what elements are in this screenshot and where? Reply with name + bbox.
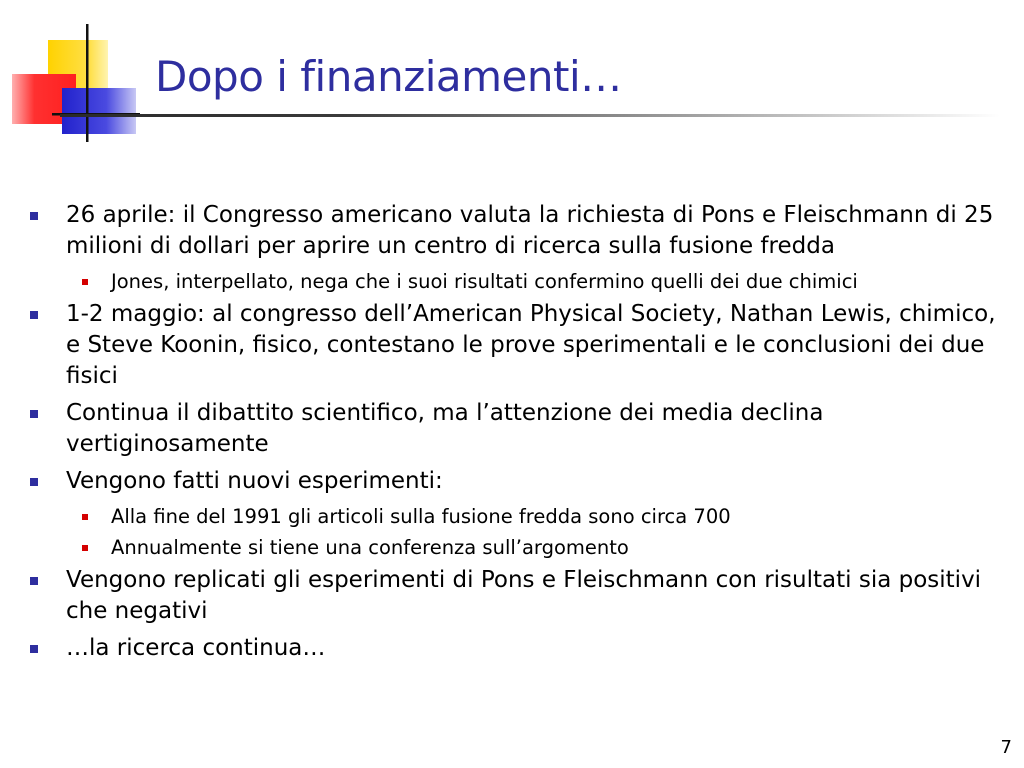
list-item-text: Annualmente si tiene una conferenza sull’argomento (111, 536, 629, 559)
list-item (0, 200, 1024, 262)
list-item (0, 633, 1024, 664)
bullet-square-icon (30, 577, 38, 585)
sub-list-item (0, 503, 1024, 530)
list-item-text: …la ricerca continua… (66, 635, 326, 661)
list-item-text: Vengono fatti nuovi esperimenti: (66, 468, 443, 494)
sub-list-item (0, 534, 1024, 561)
bullet-square-icon (30, 478, 38, 486)
list-item-text: Continua il dibattito scientifico, ma l’attenzione dei media declina vertiginosamente (66, 400, 824, 457)
page-number: 7 (1000, 737, 1012, 758)
list-item (0, 398, 1024, 460)
decorative-squares-logo (0, 0, 140, 150)
list-item-text: 26 aprile: il Congresso americano valuta la richiesta di Pons e Fleischmann di 25 milioni di dollari per aprire un centro di ricerca sulla fusione fredda (66, 202, 994, 259)
slide-title: Dopo i finanziamenti… (155, 52, 622, 101)
list-item (0, 466, 1024, 497)
vertical-line (86, 24, 89, 142)
bullet-square-icon (82, 545, 88, 551)
list-item-text: Jones, interpellato, nega che i suoi risultati confermino quelli dei due chimici (111, 270, 858, 293)
bullet-square-icon (30, 645, 38, 653)
bullet-square-icon (30, 212, 38, 220)
list-item (0, 299, 1024, 392)
list-item (0, 565, 1024, 627)
sub-list-item (0, 268, 1024, 295)
bullet-square-icon (82, 514, 88, 520)
list-item-text: 1-2 maggio: al congresso dell’American Physical Society, Nathan Lewis, chimico, e Steve Koonin, fisico, contestano le prove sperimentali e le conclusioni dei due fisici (66, 301, 996, 389)
bullet-square-icon (82, 279, 88, 285)
bullet-square-icon (30, 410, 38, 418)
list-item-text: Alla fine del 1991 gli articoli sulla fusione fredda sono circa 700 (111, 505, 731, 528)
blue-square (62, 88, 136, 134)
bullet-list (0, 200, 1024, 670)
bullet-square-icon (30, 311, 38, 319)
list-item-text: Vengono replicati gli esperimenti di Pons e Fleischmann con risultati sia positivi che negativi (66, 567, 982, 624)
title-underline (60, 114, 1000, 117)
